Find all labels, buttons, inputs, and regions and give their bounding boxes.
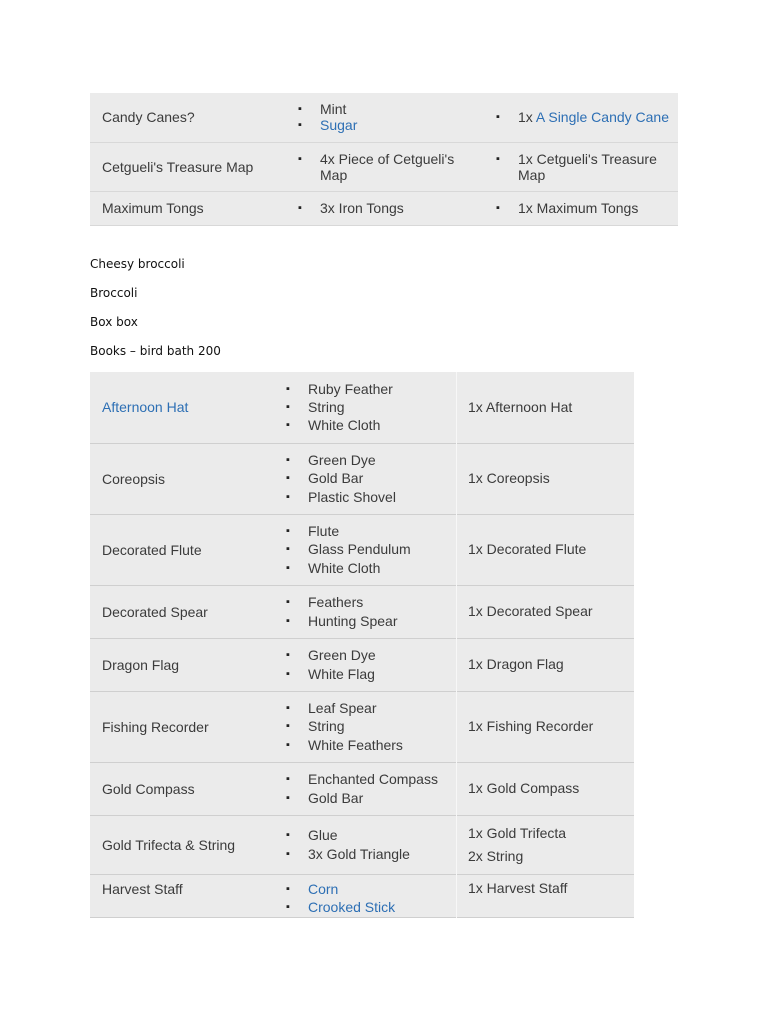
ingredients-cell <box>278 372 457 443</box>
recipe-name: Decorated Flute <box>102 541 202 558</box>
ingredients-cell <box>278 691 457 762</box>
result-cell <box>457 874 635 917</box>
result-item: ▪ 1x Maximum Tongs <box>496 200 678 216</box>
recipe-name: Gold Compass <box>102 780 195 797</box>
note-line: Broccoli <box>90 286 138 300</box>
result-item: 1x Dragon Flag <box>468 656 564 672</box>
ingredient-item: ▪ Gold Bar <box>286 469 456 487</box>
table-row <box>90 762 634 815</box>
recipe-name: Gold Trifecta & String <box>102 836 236 853</box>
recipe-name: Harvest Staff <box>102 880 183 897</box>
recipe-name: Decorated Spear <box>102 603 208 620</box>
ingredient-item: ▪ String <box>286 398 456 416</box>
ingredients-cell <box>278 762 457 815</box>
table-row <box>90 93 678 142</box>
recipe-table-top <box>90 93 678 226</box>
ingredients-cell <box>278 638 457 691</box>
ingredient-item: ▪ White Flag <box>286 665 456 683</box>
note-line: Box box <box>90 315 138 329</box>
note-line: Cheesy broccoli <box>90 257 185 271</box>
ingredients-cell <box>278 585 457 638</box>
ingredients-cell <box>276 93 474 142</box>
ingredient-item: ▪ Glue <box>286 826 456 844</box>
ingredient-item: ▪ White Cloth <box>286 416 456 434</box>
result-cell <box>457 585 635 638</box>
ingredient-link[interactable]: ▪ Crooked Stick <box>286 898 456 916</box>
ingredients-cell <box>278 514 457 585</box>
ingredient-item: ▪ Gold Bar <box>286 789 456 807</box>
table-row <box>90 815 634 874</box>
ingredient-item: ▪ 3x Gold Triangle <box>286 845 456 863</box>
ingredient-item: ▪ Mint <box>298 101 474 117</box>
result-item: 2x String <box>468 847 524 864</box>
result-item: 1x Gold Compass <box>468 780 580 796</box>
ingredient-item: ▪ Ruby Feather <box>286 380 456 398</box>
result-item: 1x Decorated Spear <box>468 603 593 619</box>
ingredients-cell <box>278 443 457 514</box>
ingredient-item: ▪ White Cloth <box>286 559 456 577</box>
ingredient-item: ▪ 4x Piece of Cetgueli's Map <box>298 151 474 183</box>
table-row <box>90 443 634 514</box>
ingredient-item: ▪ Feathers <box>286 593 456 611</box>
recipe-name: Maximum Tongs <box>102 200 204 216</box>
recipe-name: Coreopsis <box>102 470 166 487</box>
result-cell <box>457 762 635 815</box>
result-item: 1x Harvest Staff <box>468 879 568 896</box>
ingredient-item: ▪ 3x Iron Tongs <box>298 200 474 216</box>
table-row <box>90 691 634 762</box>
result-item <box>496 109 678 125</box>
note-line: Books – bird bath 200 <box>90 344 221 358</box>
recipe-name: Fishing Recorder <box>102 718 209 735</box>
table-row <box>90 585 634 638</box>
table-row <box>90 514 634 585</box>
table-row <box>90 638 634 691</box>
result-link[interactable]: A Single Candy Cane <box>535 109 669 126</box>
recipe-name: Cetgueli's Treasure Map <box>102 158 254 175</box>
result-cell <box>457 691 635 762</box>
result-item: 1x Afternoon Hat <box>468 398 573 415</box>
ingredients-cell <box>276 142 474 191</box>
ingredients-cell <box>278 815 457 874</box>
result-cell <box>457 815 635 874</box>
ingredient-item: ▪ Glass Pendulum <box>286 540 456 558</box>
recipe-name: Candy Canes? <box>102 109 195 126</box>
result-item: ▪ 1x Cetgueli's Treasure Map <box>496 151 678 183</box>
ingredient-item: ▪ Leaf Spear <box>286 699 456 717</box>
result-cell <box>457 514 635 585</box>
ingredient-link[interactable]: ▪ Sugar <box>298 117 474 133</box>
result-item: 1x Coreopsis <box>468 470 550 486</box>
result-item: 1x Decorated Flute <box>468 541 587 557</box>
result-item: 1x Fishing Recorder <box>468 718 594 734</box>
table-row <box>90 191 678 225</box>
recipe-table-main <box>90 372 634 918</box>
ingredient-item: ▪ Enchanted Compass <box>286 770 456 788</box>
result-cell <box>457 443 635 514</box>
result-cell <box>474 93 678 142</box>
table-row <box>90 874 634 917</box>
ingredient-item: ▪ Plastic Shovel <box>286 488 456 506</box>
recipe-name[interactable]: Afternoon Hat <box>102 399 189 416</box>
result-item: 1x Gold Trifecta <box>468 824 567 841</box>
ingredients-cell <box>276 191 474 225</box>
ingredient-item: ▪ String <box>286 717 456 735</box>
ingredient-item: ▪ Hunting Spear <box>286 612 456 630</box>
result-cell <box>474 191 678 225</box>
result-cell <box>474 142 678 191</box>
table-row <box>90 142 678 191</box>
result-cell <box>457 638 635 691</box>
ingredient-item: ▪ Green Dye <box>286 646 456 664</box>
table-row <box>90 372 634 443</box>
ingredients-cell <box>278 874 457 917</box>
result-cell <box>457 372 635 443</box>
ingredient-item: ▪ Flute <box>286 522 456 540</box>
result-count: 1x <box>518 109 536 126</box>
ingredient-link[interactable]: ▪ Corn <box>286 880 456 898</box>
recipe-name: Dragon Flag <box>102 656 180 673</box>
ingredient-item: ▪ White Feathers <box>286 736 456 754</box>
ingredient-item: ▪ Green Dye <box>286 451 456 469</box>
